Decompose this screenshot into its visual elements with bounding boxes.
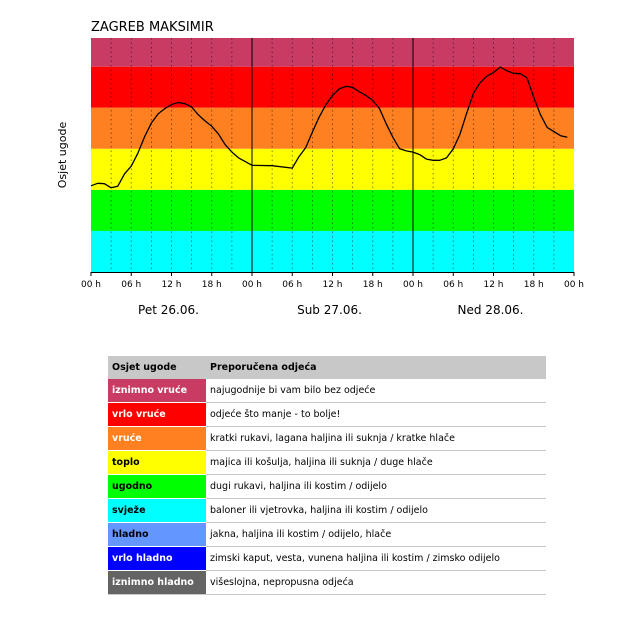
legend-clothing-text: dugi rukavi, haljina ili kostim / odijelo [206, 475, 546, 499]
x-tick-label: 06 h [282, 280, 303, 290]
legend-level-label: iznimno hladno [108, 571, 206, 595]
legend-level-label: svježe [108, 499, 206, 523]
legend-level-label: toplo [108, 451, 206, 475]
legend-row [108, 403, 546, 427]
x-tick-label: 12 h [161, 280, 182, 290]
legend-header-clothing: Preporučena odjeća [206, 356, 546, 379]
clothing-legend [108, 356, 546, 595]
day-label: Ned 28.06. [457, 303, 524, 317]
y-axis-label: Osjet ugode [56, 121, 69, 189]
legend-row [108, 451, 546, 475]
day-label: Sub 27.06. [297, 303, 362, 317]
x-tick-label: 12 h [483, 280, 504, 290]
day-label: Pet 26.06. [138, 303, 199, 317]
x-tick-label: 18 h [362, 280, 383, 290]
legend-header-comfort: Osjet ugode [108, 356, 206, 379]
legend-level-label: vrlo hladno [108, 547, 206, 571]
legend-clothing-text: najugodnije bi vam bilo bez odjeće [206, 379, 546, 403]
legend-clothing-text: zimski kaput, vesta, vunena haljina ili kostim / zimsko odijelo [206, 547, 546, 571]
legend-clothing-text: kratki rukavi, lagana haljina ili suknja / kratke hlače [206, 427, 546, 451]
x-tick-label: 00 h [563, 280, 585, 290]
x-tick-label: 00 h [402, 280, 424, 290]
legend-clothing-text: jakna, haljina ili kostim / odijelo, hlače [206, 523, 546, 547]
x-tick-label: 12 h [322, 280, 343, 290]
legend-level-label: vrlo vruće [108, 403, 206, 427]
chart-title: ZAGREB MAKSIMIR [91, 20, 214, 35]
legend-clothing-text: majica ili košulja, haljina ili suknja / duge hlače [206, 451, 546, 475]
x-tick-label: 18 h [523, 280, 544, 290]
legend-row [108, 499, 546, 523]
legend-row [108, 475, 546, 499]
legend-row [108, 547, 546, 571]
legend-row [108, 571, 546, 595]
x-tick-label: 00 h [241, 280, 263, 290]
x-tick-label: 06 h [443, 280, 464, 290]
legend-clothing-text: baloner ili vjetrovka, haljina ili kostim / odijelo [206, 499, 546, 523]
legend-row [108, 523, 546, 547]
legend-level-label: hladno [108, 523, 206, 547]
legend-row [108, 427, 546, 451]
legend-clothing-text: odjeće što manje - to bolje! [206, 403, 546, 427]
x-tick-label: 00 h [80, 280, 102, 290]
legend-row [108, 379, 546, 403]
x-tick-label: 06 h [121, 280, 142, 290]
legend-level-label: ugodno [108, 475, 206, 499]
legend-level-label: iznimno vruće [108, 379, 206, 403]
legend-level-label: vruće [108, 427, 206, 451]
x-tick-label: 18 h [201, 280, 222, 290]
legend-clothing-text: višeslojna, nepropusna odjeća [206, 571, 546, 595]
